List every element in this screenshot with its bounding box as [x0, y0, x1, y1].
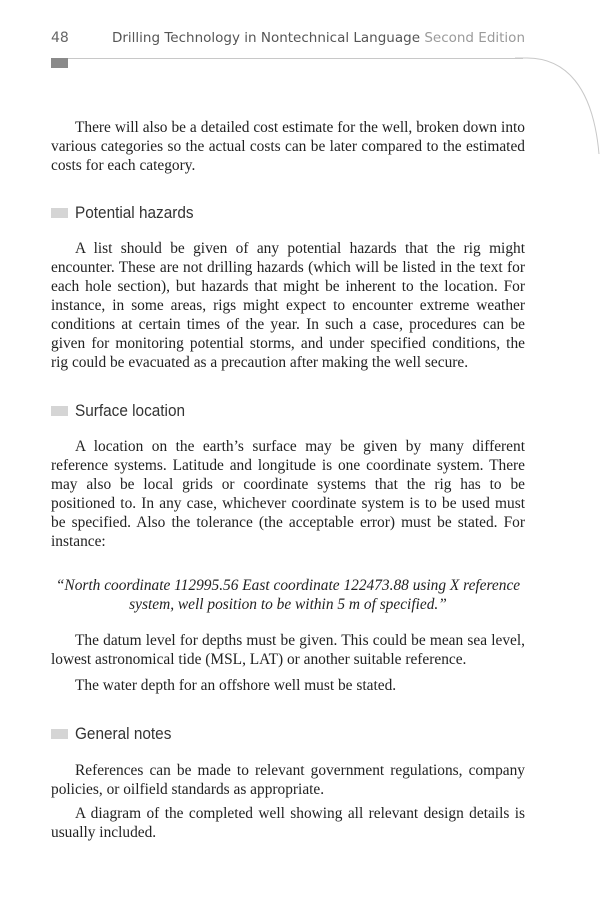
heading-marker	[51, 208, 68, 218]
diagram-text-block	[51, 804, 525, 842]
hazards-text-block	[51, 239, 525, 372]
heading-label: General notes	[75, 724, 172, 743]
heading-marker	[51, 729, 68, 739]
water-depth-text-block	[51, 676, 525, 695]
diagram-paragraph: A diagram of the completed well showing all relevant design details is usually included.	[51, 805, 525, 841]
running-head	[112, 30, 525, 46]
surface-location-text-block	[51, 437, 525, 551]
page-corner-curve	[515, 56, 600, 156]
datum-paragraph: The datum level for depths must be given. This could be mean sea level, lowest astronomical tide (MSL, LAT) or another suitable reference.	[51, 632, 525, 668]
heading-label: Surface location	[75, 401, 186, 420]
datum-text-block	[51, 631, 525, 669]
book-title: Drilling Technology in Nontechnical Language	[111, 30, 421, 46]
references-paragraph: References can be made to relevant government regulations, company policies, or oilfield standards as appropriate.	[51, 762, 525, 798]
intro-text-block	[51, 118, 525, 175]
coordinate-quote: “North coordinate 112995.56 East coordinate 122473.88 using X reference system, well position to be within 5 m of specified.”	[55, 577, 521, 613]
heading-general-notes	[51, 723, 179, 745]
page-number: 48	[51, 30, 69, 46]
header-rule	[51, 58, 523, 59]
heading-marker	[51, 406, 68, 416]
book-edition: Second Edition	[424, 30, 525, 46]
header-block-marker	[51, 58, 68, 68]
intro-paragraph: There will also be a detailed cost estimate for the well, broken down into various categories so the actual costs can be later compared to the estimated costs for each category.	[51, 119, 525, 174]
heading-label: Potential hazards	[75, 203, 194, 222]
heading-surface-location	[51, 400, 193, 422]
references-text-block	[51, 761, 525, 799]
hazards-paragraph: A list should be given of any potential hazards that the rig might encounter. These are not drilling hazards (which will be listed in the text for each hole section), but hazards that might be inherent to the location. For instance, in some areas, rigs might expect to encounter extreme weather conditions at certain times of the year. In such a case, procedures can be given for monitoring potential storms, and under specified conditions, the rig could be evacuated as a precaution after making the well secure.	[51, 240, 525, 371]
water-depth-paragraph: The water depth for an offshore well must be stated.	[75, 677, 397, 694]
heading-potential-hazards	[51, 202, 203, 224]
surface-location-paragraph: A location on the earth’s surface may be given by many different reference systems. Latitude and longitude is one coordinate system. There may also be local grids or coordinate systems that the rig has to be positioned to. In any case, whichever coordinate system is to be used must be specified. Also the tolerance (the acceptable error) must be stated. For instance:	[51, 438, 525, 550]
